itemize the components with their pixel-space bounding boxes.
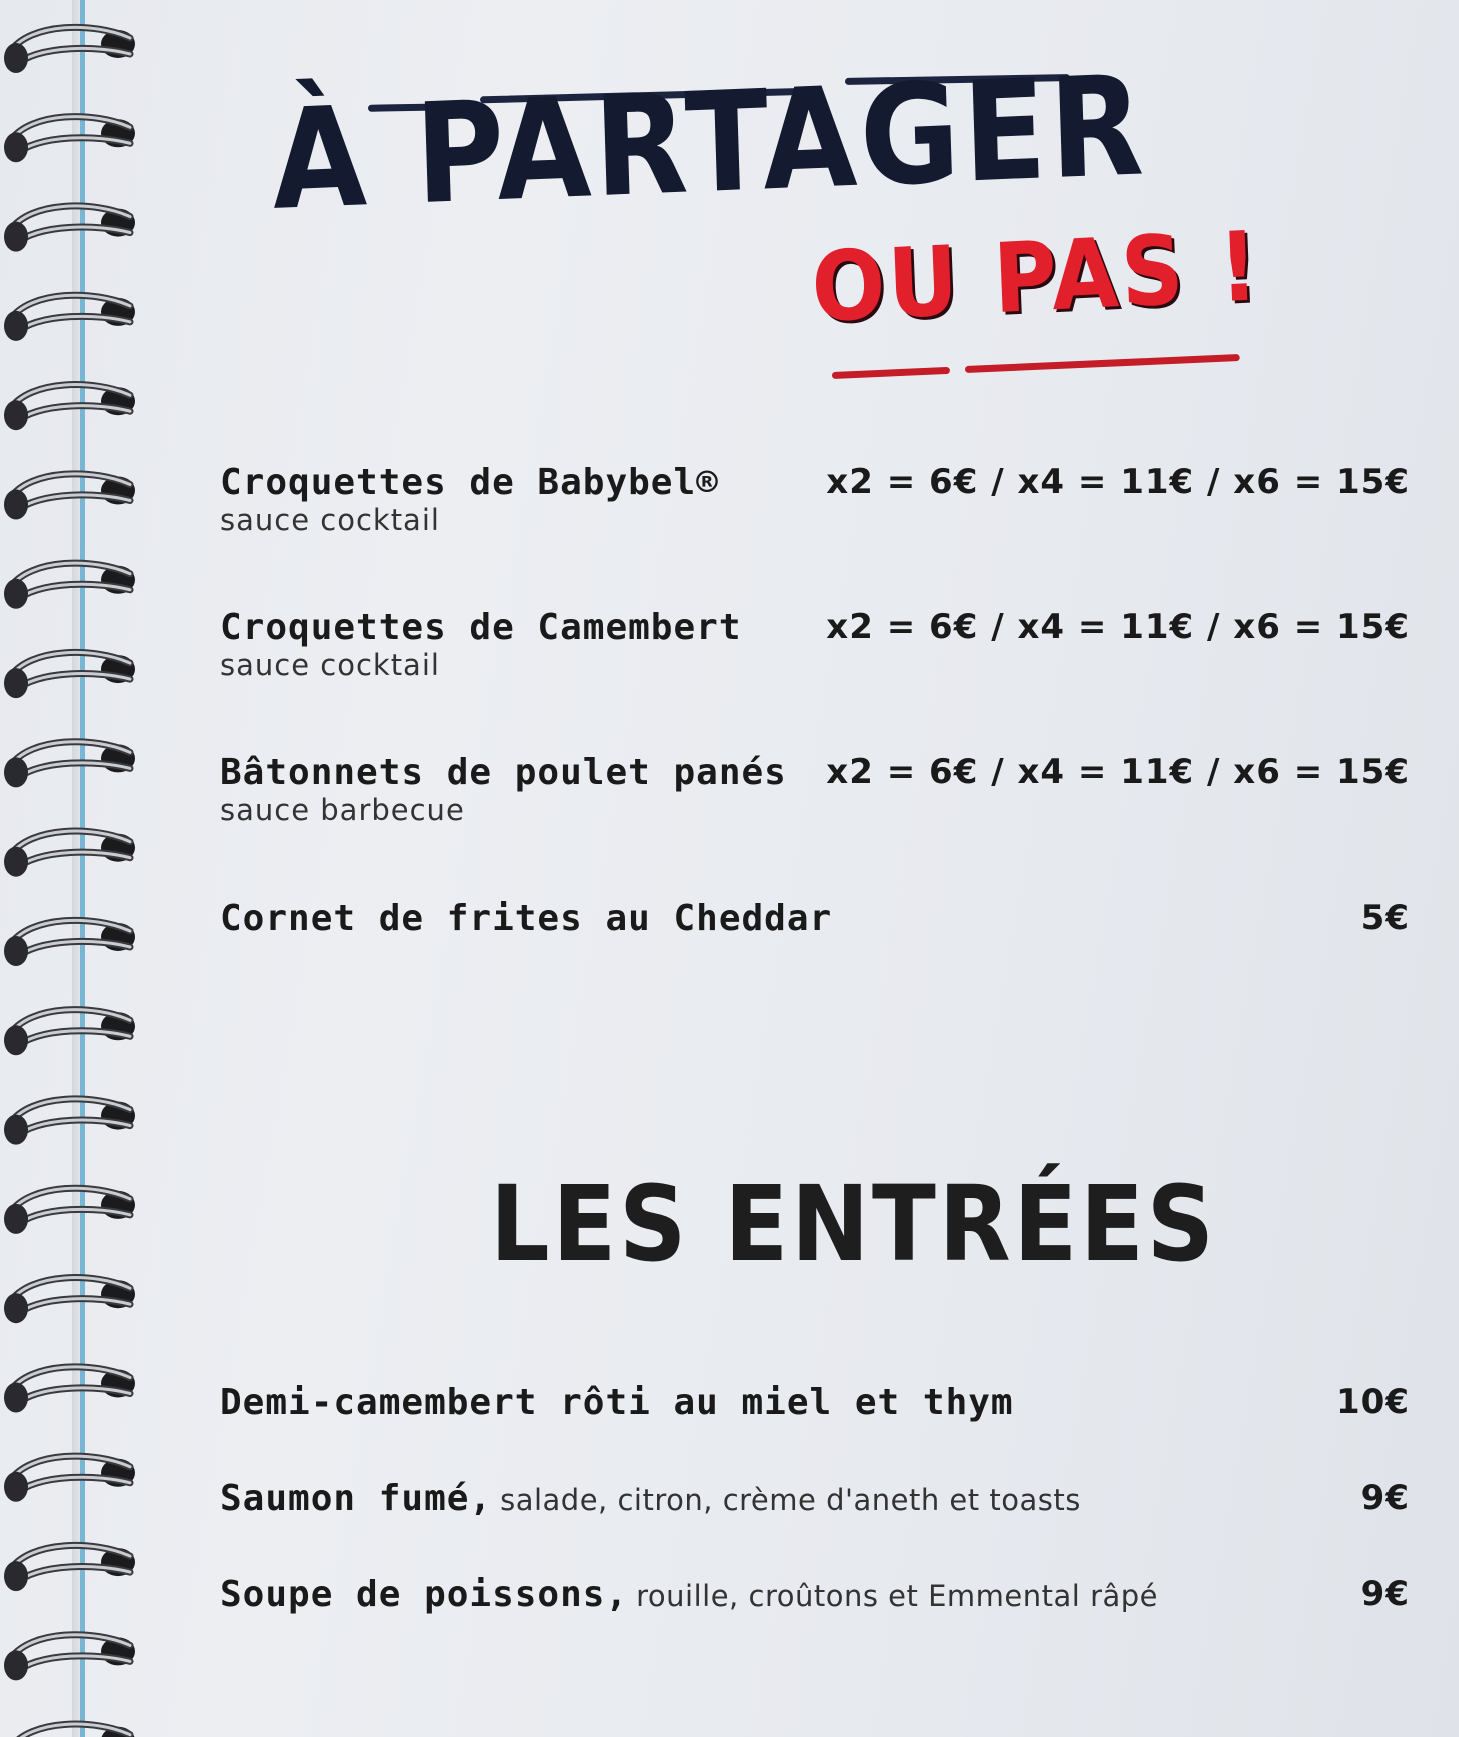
section-title-entrees: LES ENTRÉES bbox=[490, 1163, 1217, 1285]
item-name bbox=[220, 1478, 1410, 1519]
spiral-ring bbox=[4, 117, 135, 163]
spiral-ring bbox=[4, 1724, 135, 1737]
spiral-ring bbox=[4, 385, 135, 431]
spiral-ring bbox=[4, 742, 135, 788]
subtitle-underline bbox=[832, 367, 950, 379]
item-price: 10€ bbox=[1336, 1382, 1410, 1422]
section-subtitle-ou-pas: OU PAS ! bbox=[809, 210, 1263, 344]
menu-item bbox=[220, 1574, 1410, 1615]
item-name: Cornet de frites au Cheddar bbox=[220, 898, 833, 939]
section-title-partager: À PARTAGER bbox=[269, 45, 1149, 241]
item-description: rouille, croûtons et Emmental râpé bbox=[636, 1579, 1159, 1613]
subtitle-underline bbox=[965, 354, 1240, 373]
item-name bbox=[220, 1574, 1410, 1615]
spiral-ring bbox=[4, 206, 135, 252]
spiral-ring bbox=[4, 27, 135, 73]
spiral-ring bbox=[4, 1456, 135, 1502]
item-name: Bâtonnets de poulet panés bbox=[220, 752, 787, 793]
spiral-ring bbox=[4, 1188, 135, 1234]
item-name-text: Soupe de poissons, bbox=[220, 1574, 629, 1615]
item-price: x2 = 6€ / x4 = 11€ / x6 = 15€ bbox=[826, 607, 1410, 647]
spiral-binding bbox=[0, 0, 150, 1737]
menu-item bbox=[220, 607, 1410, 682]
item-description: sauce cocktail bbox=[220, 503, 440, 537]
item-name: Croquettes de Babybel® bbox=[220, 462, 719, 503]
menu-item bbox=[220, 752, 1410, 827]
item-price: 9€ bbox=[1360, 1478, 1410, 1518]
item-name-text: Saumon fumé, bbox=[220, 1478, 493, 1519]
spiral-ring bbox=[4, 652, 135, 698]
spiral-ring bbox=[4, 295, 135, 341]
menu-item bbox=[220, 898, 1410, 939]
spiral-ring bbox=[4, 831, 135, 877]
spiral-ring bbox=[4, 563, 135, 609]
menu-item bbox=[220, 1478, 1410, 1519]
spiral-ring bbox=[4, 474, 135, 520]
spiral-ring bbox=[4, 1367, 135, 1413]
menu-item bbox=[220, 462, 1410, 537]
item-description: salade, citron, crème d'aneth et toasts bbox=[500, 1483, 1081, 1517]
item-description: sauce barbecue bbox=[220, 793, 465, 827]
spiral-ring bbox=[4, 1099, 135, 1145]
spiral-ring bbox=[4, 1545, 135, 1591]
item-price: x2 = 6€ / x4 = 11€ / x6 = 15€ bbox=[826, 752, 1410, 792]
item-name: Demi-camembert rôti au miel et thym bbox=[220, 1382, 1014, 1423]
item-price: x2 = 6€ / x4 = 11€ / x6 = 15€ bbox=[826, 462, 1410, 502]
item-name: Croquettes de Camembert bbox=[220, 607, 742, 648]
item-price: 9€ bbox=[1360, 1574, 1410, 1614]
spiral-ring bbox=[4, 920, 135, 966]
item-price: 5€ bbox=[1360, 898, 1410, 938]
spiral-ring bbox=[4, 1278, 135, 1324]
spiral-ring bbox=[4, 1635, 135, 1681]
item-description: sauce cocktail bbox=[220, 648, 440, 682]
menu-item bbox=[220, 1382, 1410, 1423]
spiral-ring bbox=[4, 1010, 135, 1056]
